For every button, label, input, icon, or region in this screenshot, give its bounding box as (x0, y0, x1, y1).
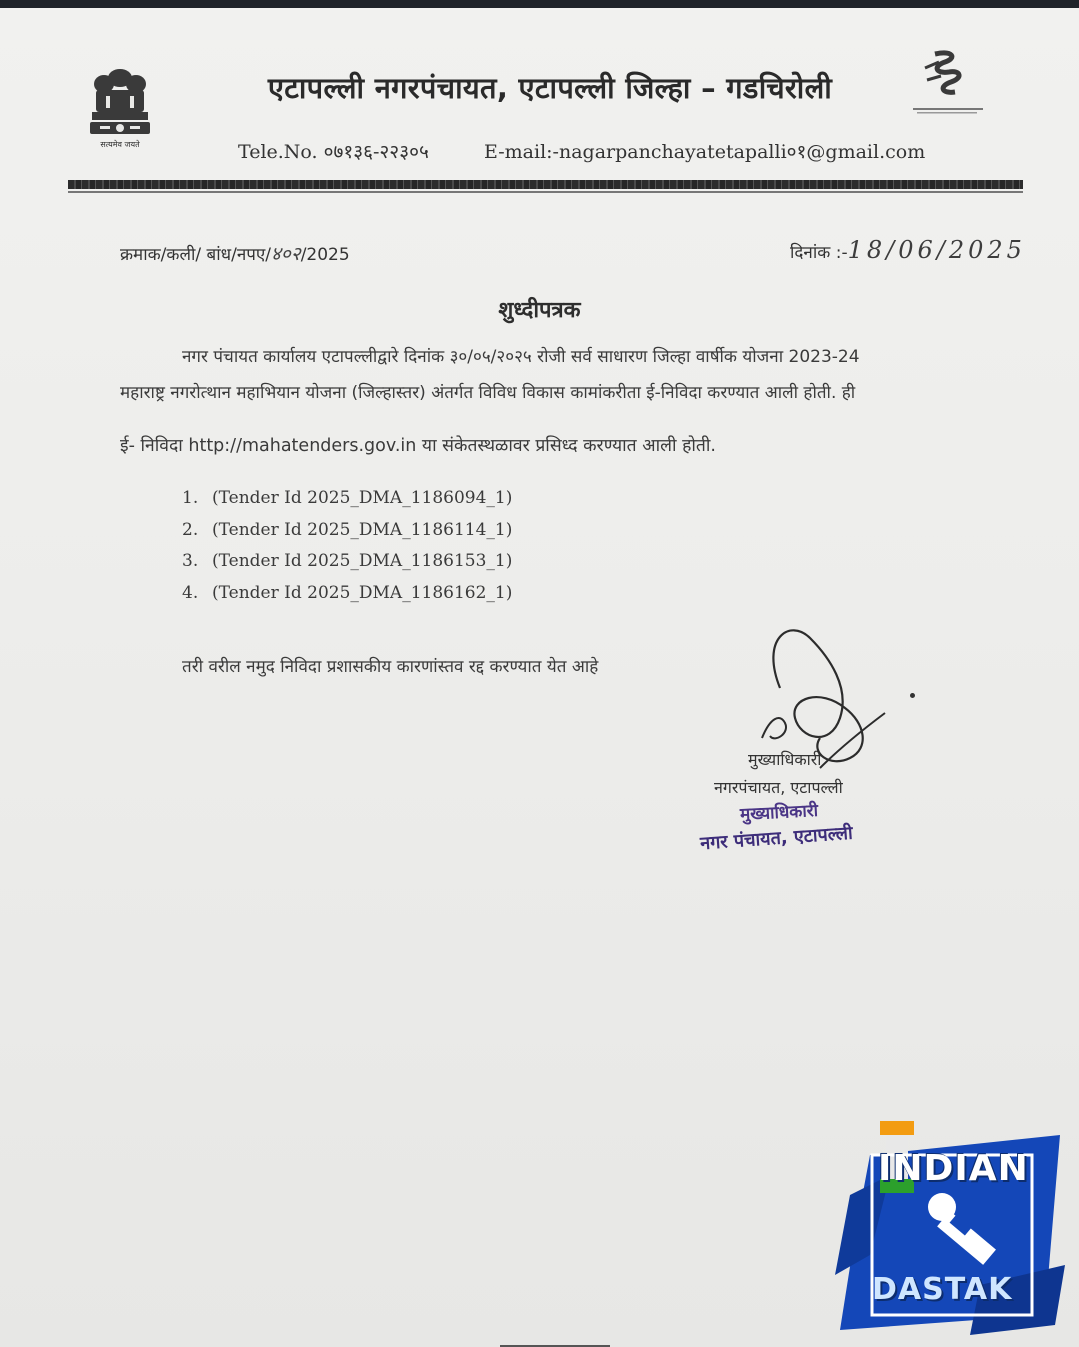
tender-list (182, 488, 512, 614)
office-title: एटापल्ली नगरपंचायत, एटापल्ली जिल्हा – गडचिरोली (267, 71, 833, 105)
reference-number (120, 240, 350, 266)
telephone-number: Tele.No. ०७१३६-२२३०५ (238, 141, 429, 163)
reference-prefix: क्रमाक/कली/ बांध/नपए/ (120, 245, 272, 265)
tender-id: (Tender Id 2025_DMA_1186153_1) (212, 551, 513, 571)
official-stamp-title: मुख्याधिकारी (739, 800, 819, 826)
tender-number: 3. (182, 551, 199, 571)
tender-number: 4. (182, 582, 199, 603)
list-item (182, 520, 512, 552)
header-divider (68, 180, 1023, 189)
body-paragraph-line-2: महाराष्ट्र नगरोत्थान महाभियान योजना (जिल्हास्तर) अंतर्गत विविध विकास कामांकरीता ई-निविदा करण्यात आली होती. ही (120, 383, 856, 403)
document-subject: शुध्दीपत्रक (498, 298, 581, 323)
nagar-panchayat-logo-icon (905, 48, 989, 118)
logo-wordmark-top: INDIAN (878, 1148, 1029, 1189)
document-date (790, 236, 1026, 264)
closing-statement: तरी वरील नमुद निविदा प्रशासकीय कारणांस्तव रद्द करण्यात येत आहे (182, 657, 599, 677)
tender-id: (Tender Id 2025_DMA_1186094_1) (212, 488, 513, 508)
reference-suffix: /2025 (300, 245, 350, 265)
reference-handwritten-number: ४०२ (271, 243, 301, 265)
date-handwritten-value: 18/06/2025 (847, 236, 1026, 264)
tender-number: 2. (182, 519, 199, 540)
body-paragraph-line-3: ई- निविदा http://mahatenders.gov.in या संकेतस्थळावर प्रसिध्द करण्यात आली होती. (120, 436, 716, 456)
body-paragraph-line-1: नगर पंचायत कार्यालय एटापल्लीद्वारे दिनांक ३०/०५/२०२५ रोजी सर्व साधारण जिल्हा वार्षीक योजना 2023-24 (182, 347, 860, 367)
tender-id: (Tender Id 2025_DMA_1186114_1) (212, 519, 513, 540)
svg-text:सत्यमेव जयते: सत्यमेव जयते (100, 140, 140, 149)
header-divider-thin (68, 191, 1023, 193)
logo-wordmark-bottom: DASTAK (872, 1272, 1013, 1307)
signatory-office: नगरपंचायत, एटापल्ली (714, 778, 843, 797)
national-emblem-icon (82, 64, 158, 152)
tender-id: (Tender Id 2025_DMA_1186162_1) (212, 582, 513, 603)
email-address: E-mail:-nagarpanchayatetapalli०१@gmail.com (484, 141, 926, 163)
list-item (182, 551, 512, 583)
list-item (182, 583, 512, 615)
official-stamp-office: नगर पंचायत, एटापल्ली (699, 822, 854, 855)
signatory-title: मुख्याधिकारी (748, 750, 822, 769)
ink-dot (910, 693, 915, 698)
list-item (182, 488, 512, 520)
date-label: दिनांक :- (790, 243, 848, 263)
tender-number: 1. (182, 488, 199, 508)
